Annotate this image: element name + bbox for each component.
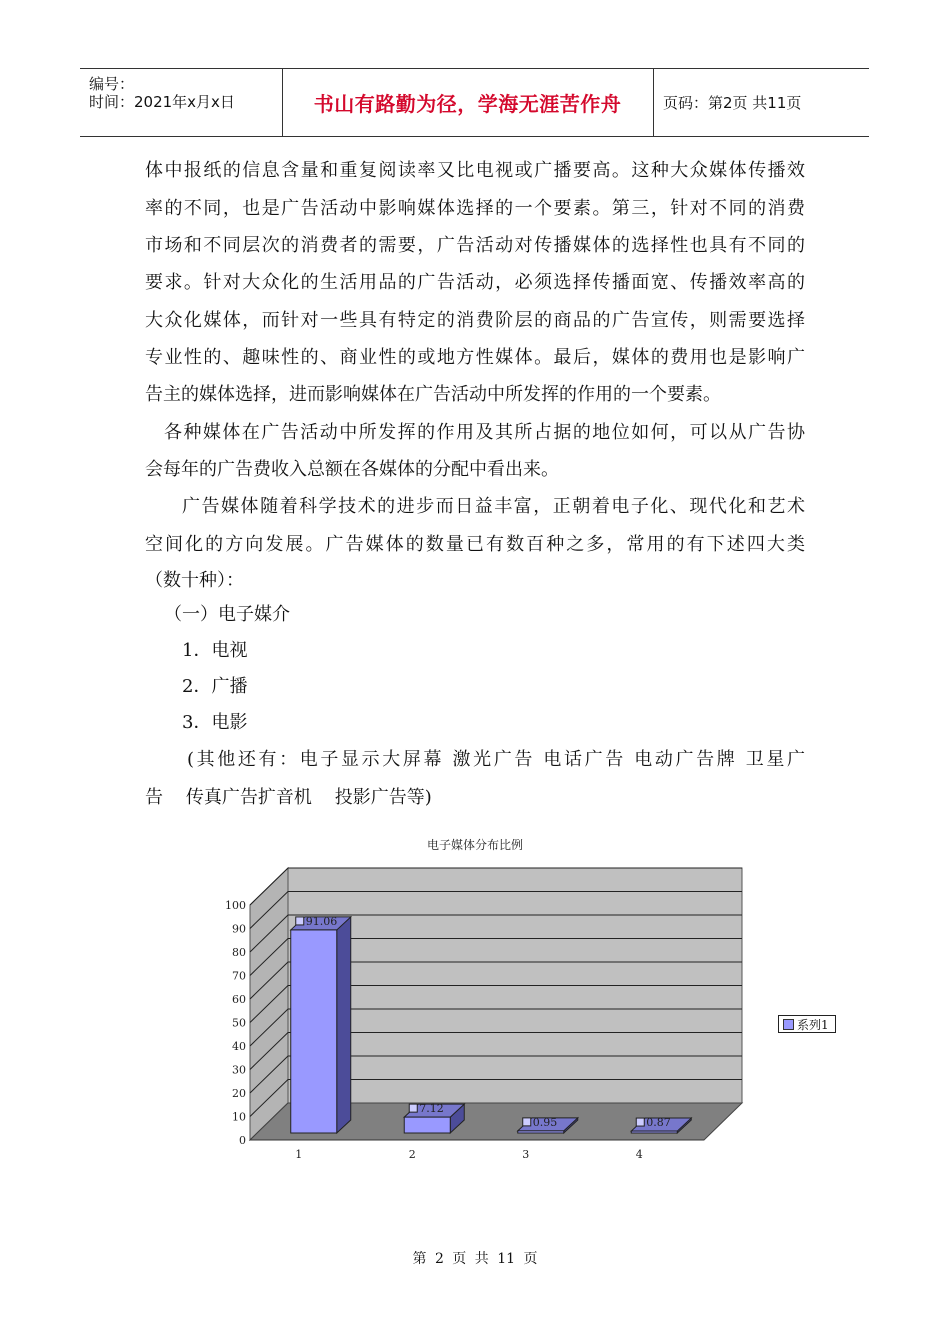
data-label: 0.87 [646,1116,671,1130]
bar [518,1131,564,1133]
y-tick-label: 90 [232,922,246,936]
bar [404,1117,450,1133]
body-line: (其他还有：电子显示大屏幕 激光广告 电话广告 电动广告牌 卫星广 [187,749,805,770]
bar [291,930,337,1133]
data-label-marker [409,1104,417,1112]
x-tick-label: 1 [295,1148,303,1161]
data-label-marker [523,1118,531,1126]
y-tick-label: 30 [232,1063,246,1077]
body-line: 告 传真广告扩音机 投影广告等) [145,787,432,808]
list-item: 3．电影 [182,712,248,733]
body-line: 广告媒体随着科学技术的进步而日益丰富，正朝着电子化、现代化和艺术 [182,496,805,517]
body-line: 率的不同，也是广告活动中影响媒体选择的一个要素。第三，针对不同的消费 [145,198,805,219]
chart-title: 电子媒体分布比例 [426,838,523,852]
body-line: 会每年的广告费收入总额在各媒体的分配中看出来。 [145,459,559,480]
x-tick-label: 3 [522,1148,530,1161]
body-line: 空间化的方向发展。广告媒体的数量已有数百种之多，常用的有下述四大类 [145,534,805,555]
body-line: 要求。针对大众化的生活用品的广告活动，必须选择传播面宽、传播效率高的 [145,272,805,293]
y-tick-label: 20 [232,1087,246,1100]
legend-swatch [783,1019,794,1030]
bar-side [337,917,351,1133]
header-meta [80,69,283,136]
data-label-marker [636,1118,644,1126]
document-time: 时间：2021年x月x日 [89,93,235,111]
header-motto: 书山有路勤为径，学海无涯苦作舟 [313,92,622,116]
y-tick-label: 80 [232,946,246,959]
page-footer: 第 2 页 共 11 页 [412,1251,538,1267]
bar [631,1131,677,1133]
data-label: 91.06 [305,914,338,928]
y-tick-label: 40 [232,1040,246,1053]
y-tick-label: 50 [232,1016,246,1030]
legend-label: 系列1 [797,1017,829,1032]
section-heading: （一）电子媒介 [164,604,290,625]
body-line: 各种媒体在广告活动中所发挥的作用及其所占据的地位如何，可以从广告协 [164,422,805,443]
list-item: 2．广播 [182,676,248,697]
y-tick-label: 100 [225,899,246,912]
body-line: 专业性的、趣味性的、商业性的或地方性媒体。最后，媒体的费用也是影响广 [145,347,805,368]
y-tick-label: 60 [232,993,246,1006]
x-tick-label: 4 [635,1148,643,1161]
body-line: （数十种）： [145,570,244,591]
y-tick-label: 0 [239,1134,246,1147]
header-page-info: 页码：第2页 共11页 [663,94,802,112]
x-tick-label: 2 [408,1148,416,1161]
body-line: 大众化媒体，而针对一些具有特定的消费阶层的商品的广告宣传，则需要选择 [145,310,805,331]
body-line: 告主的媒体选择，进而影响媒体在广告活动中所发挥的作用的一个要素。 [145,384,721,405]
data-label: 0.95 [532,1115,558,1129]
header-motto-cell [282,69,654,136]
document-number: 编号： [89,75,135,93]
chart-legend [778,1015,836,1033]
body-line: 市场和不同层次的消费者的需要，广告活动对传播媒体的选择性也具有不同的 [145,235,805,256]
y-tick-label: 70 [232,969,246,983]
body-line: 体中报纸的信息含量和重复阅读率又比电视或广播要高。这种大众媒体传播效 [145,160,805,181]
list-item: 1．电视 [182,640,248,661]
y-tick-label: 10 [232,1110,246,1124]
page-header [80,68,869,137]
data-label: 7.12 [419,1102,444,1116]
bar-chart [210,862,770,1172]
data-label-marker [296,917,304,925]
